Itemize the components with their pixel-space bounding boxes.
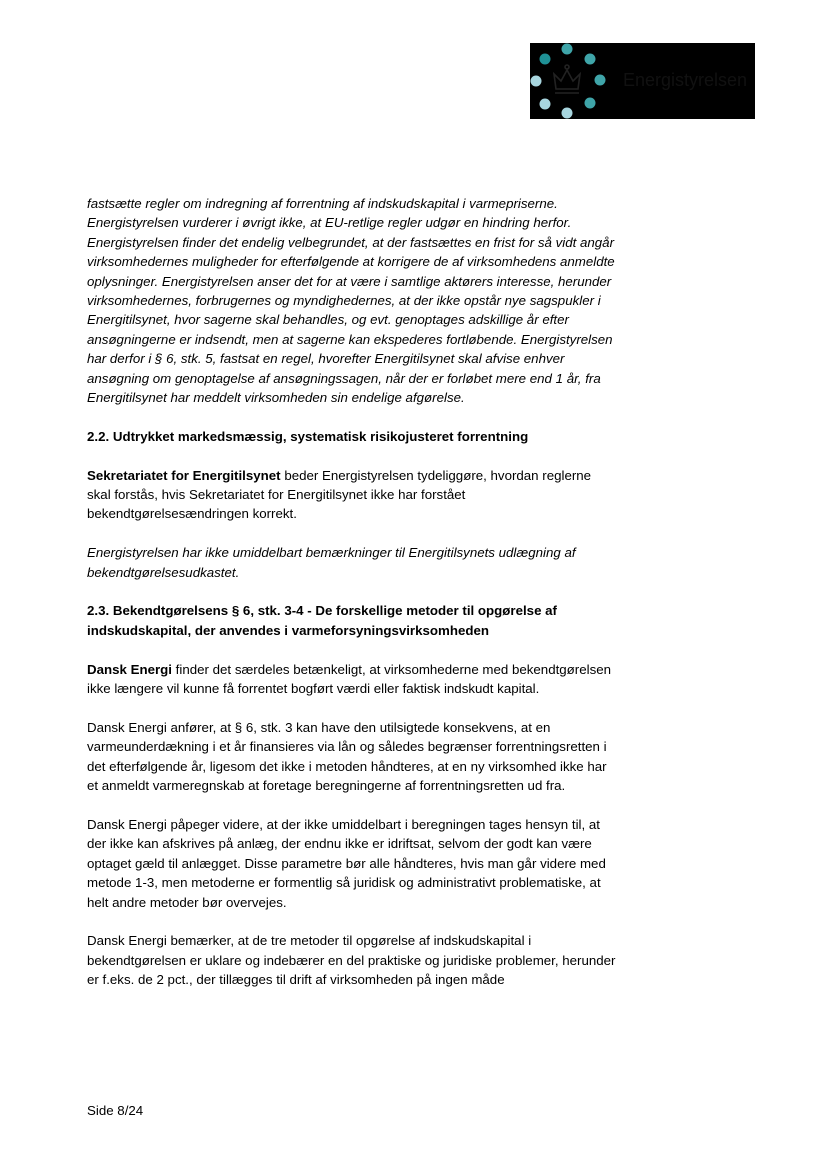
energistyrelsen-logo <box>530 43 755 119</box>
paragraph: Dansk Energi påpeger videre, at der ikke umiddelbart i beregningen tages hensyn til, at der ikke kan afskrives på anlæg, der endnu ikke er idriftsat, selvom der godt kan være optaget gæld til anlægget. Disse parametre bør alle håndteres, hvis man går videre med metode 1-3, men metoderne er formentlig så juridisk og administrativt problematiske, at helt andre metoder bør overvejes. <box>87 816 606 910</box>
paragraph: fastsætte regler om indregning af forrentning af indskudskapital i varmepriserne. Energistyrelsen vurderer i øvrigt ikke, at EU-retlige regler udgør en hindring herfor. Energistyrelsen finder det endelig velbegrundet, at der fastsættes en frist for så vidt angår virksomhedernes muligheder for efterfølgende at korrigere de af virksomhedens anmeldte oplysninger. Energistyrelsen anser det for at være i samtlige aktørers interesse, herunder virksomhedernes, forbrugernes og myndighedernes, at der ikke opstår nye sagspukler i Energitilsynet, hvor sagerne skal behandles, og evt. genoptages adskillige år efter ansøgningerne er indsendt, men at sagerne kan ekspederes fortløbende. Energistyrelsen har derfor i § 6, stk. 5, fastsat en regel, hvorefter Energitilsynet skal afvise enhver ansøgning om genoptagelse af ansøgningssagen, når der er forløbet mere end 1 år, fra Energitilsynet har meddelt virksomheden sin endelige afgørelse. <box>87 196 615 406</box>
paragraph: Energistyrelsen har ikke umiddelbart bemærkninger til Energitilsynets udlægning af bekendtgørelsesudkastet. <box>87 545 576 580</box>
logo-dot <box>585 54 596 65</box>
section-heading: 2.2. Udtrykket markedsmæssig, systematisk risikojusteret forrentning <box>87 428 529 444</box>
party-name: Sekretariatet for Energitilsynet <box>87 467 281 483</box>
document-body <box>87 194 617 1009</box>
logo-dot <box>540 54 551 65</box>
paragraph: Dansk Energi bemærker, at de tre metoder til opgørelse af indskudskapital i bekendtgørelsen er uklare og indebærer en del praktiske og juridiske problemer, herunder er f.eks. de 2 pct., der tillægges til drift af virksomheden på ingen måde <box>87 933 616 988</box>
paragraph <box>87 466 617 524</box>
crown-icon <box>554 65 580 93</box>
logo-dot <box>562 44 573 55</box>
paragraph <box>87 660 617 699</box>
section-heading: 2.3. Bekendtgørelsens § 6, stk. 3-4 - De forskellige metoder til opgørelse af indskudskapital, der anvendes i varmeforsyningsvirksomheden <box>87 603 557 638</box>
party-name: Dansk Energi <box>87 661 172 677</box>
logo-dot <box>562 108 573 119</box>
logo-dot <box>585 98 596 109</box>
paragraph-text: beder Energistyrelsen tydeliggøre, hvordan reglerne skal forstås, hvis Sekretariatet for Energitilsynet ikke har forstået bekendtgørelsesændringen korrekt. <box>87 467 592 522</box>
logo-name: Energistyrelsen <box>623 70 748 90</box>
logo-dot <box>595 75 606 86</box>
page-number: Side 8/24 <box>87 1103 144 1118</box>
logo-dot <box>531 76 542 87</box>
paragraph: Dansk Energi anfører, at § 6, stk. 3 kan have den utilsigtede konsekvens, at en varmeunderdækning i et år finansieres via lån og således begrænser forrentningsretten i det efterfølgende år, ligesom det ikke i metoden håndteres, at en ny virksomhed ikke har et anmeldt varmeregnskab at foretage beregningerne af forrentningsretten ud fra. <box>87 719 607 794</box>
paragraph-text: finder det særdeles betænkeligt, at virksomhederne med bekendtgørelsen ikke længere vil kunne få forrentet bogført værdi eller faktisk indskudt kapital. <box>87 661 612 697</box>
logo-dot <box>540 99 551 110</box>
